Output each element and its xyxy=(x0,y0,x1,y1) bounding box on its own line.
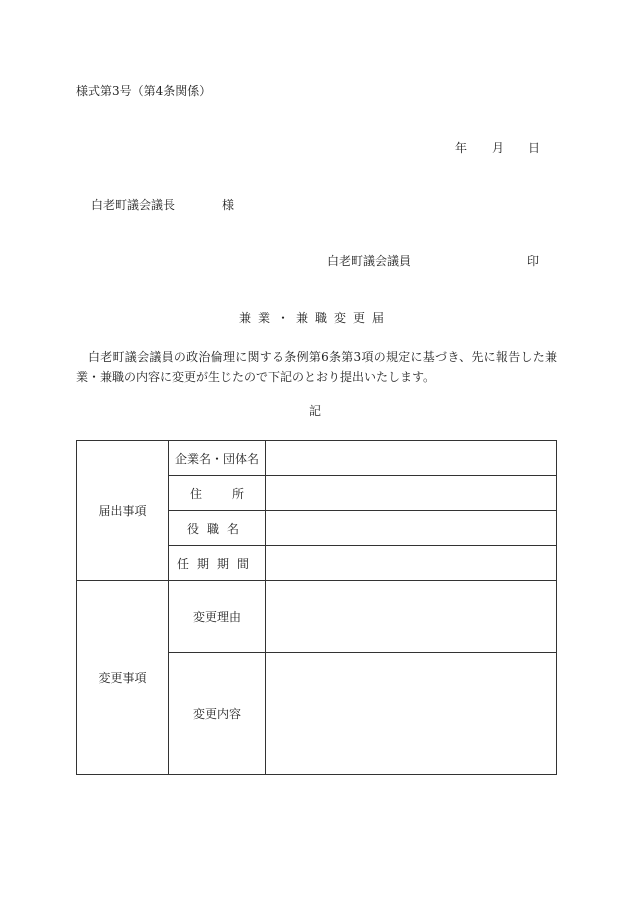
addressee-honorific: 様 xyxy=(222,198,235,212)
position-label: 役職名 xyxy=(169,511,266,546)
form-number: 様式第3号（第4条関係） xyxy=(76,84,212,98)
date-day-label: 日 xyxy=(528,141,541,155)
address-field[interactable] xyxy=(266,476,557,511)
change-content-field[interactable] xyxy=(266,653,557,775)
addressee-name: 白老町議会議長 xyxy=(91,198,176,212)
change-content-label: 変更内容 xyxy=(169,653,266,775)
term-field[interactable] xyxy=(266,546,557,581)
section-change-header: 変更事項 xyxy=(77,581,169,775)
date-year-label: 年 xyxy=(455,141,468,155)
seal-mark: 印 xyxy=(527,254,540,268)
company-name-field[interactable] xyxy=(266,441,557,476)
address-label: 住所 xyxy=(169,476,266,511)
position-field[interactable] xyxy=(266,511,557,546)
document-title: 兼業・兼職変更届 xyxy=(238,311,391,325)
term-label: 任期期間 xyxy=(169,546,266,581)
change-reason-label: 変更理由 xyxy=(169,581,266,653)
section-notification-header: 届出事項 xyxy=(77,441,169,581)
company-name-label: 企業名・団体名 xyxy=(169,441,266,476)
change-reason-field[interactable] xyxy=(266,581,557,653)
submitter-title: 白老町議会議員 xyxy=(327,254,412,268)
ki-heading: 記 xyxy=(308,404,321,418)
body-paragraph: 白老町議会議員の政治倫理に関する条例第6条第3項の規定に基づき、先に報告した兼業・兼職の内容に変更が生じたので下記のとおり提出いたします。 xyxy=(76,350,557,384)
date-month-label: 月 xyxy=(492,141,505,155)
notification-table xyxy=(76,440,557,775)
